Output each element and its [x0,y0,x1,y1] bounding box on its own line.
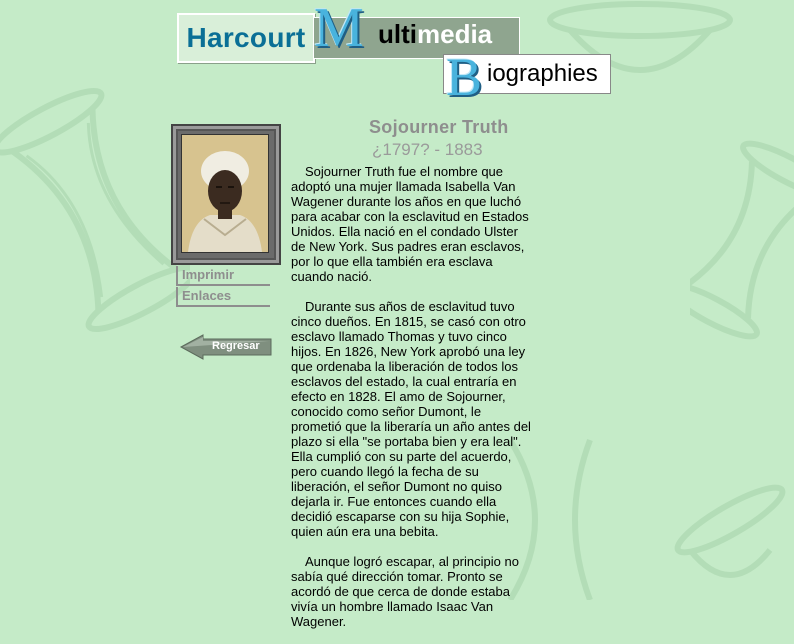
life-dates: ¿1797? - 1883 [372,140,483,159]
hourglass-watermark-left [0,80,190,340]
back-button[interactable] [179,334,273,360]
paragraph: Aunque logró escapar, al principio no sabía qué dirección tomar. Pronto se acordó de que cerca de donde estaba vivía un hombre llamado Isaac Van Wagener. [291,554,519,629]
biographies-b-letter: B [446,47,483,107]
page-title: Sojourner Truth [369,117,509,137]
paragraph: Sojourner Truth fue el nombre que adoptó una mujer llamada Isabella Van Wagener durante los años en que luchó para acabar con la esclavitud en Estados Unidos. Ella nació en el condado Ulster de New York. Sus padres eran esclavos, por lo que ella también era esclava cuando nació. [291,164,529,284]
portrait-frame [171,124,281,265]
hourglass-watermark-right [690,140,794,340]
print-link[interactable]: Imprimir [176,266,270,286]
paragraph: Durante sus años de esclavitud tuvo cinco dueños. En 1815, se casó con otro esclavo llamado Thomas y tuvo cinco hijos. En 1826, New York aprobó una ley que ordenaba la liberación de todos los esclavos del estado, la cual entraría en efecto en 1828. El amo de Sojourner, conocido como señor Dumont, le prometió que la liberaría un año antes del plazo si ella "se portaba bien y era leal". Ella cumplió con su parte del acuerdo, pero cuando llegó la fecha de su liberación, el señor Dumont no quiso dejarla ir. Fue entonces cuando ella decidió escaparse con su hija Sophie, quien aún era una bebita. [291,299,531,539]
multimedia-m-letter: M [314,0,364,59]
links-link[interactable]: Enlaces [176,287,270,307]
article-body [291,164,531,644]
multimedia-wordmark: ultimedia [378,19,493,49]
harcourt-logo: Harcourt [177,13,315,63]
back-button-label: Regresar [212,340,260,352]
biographies-wordmark: iographies [487,60,598,87]
portrait-image [181,134,269,253]
